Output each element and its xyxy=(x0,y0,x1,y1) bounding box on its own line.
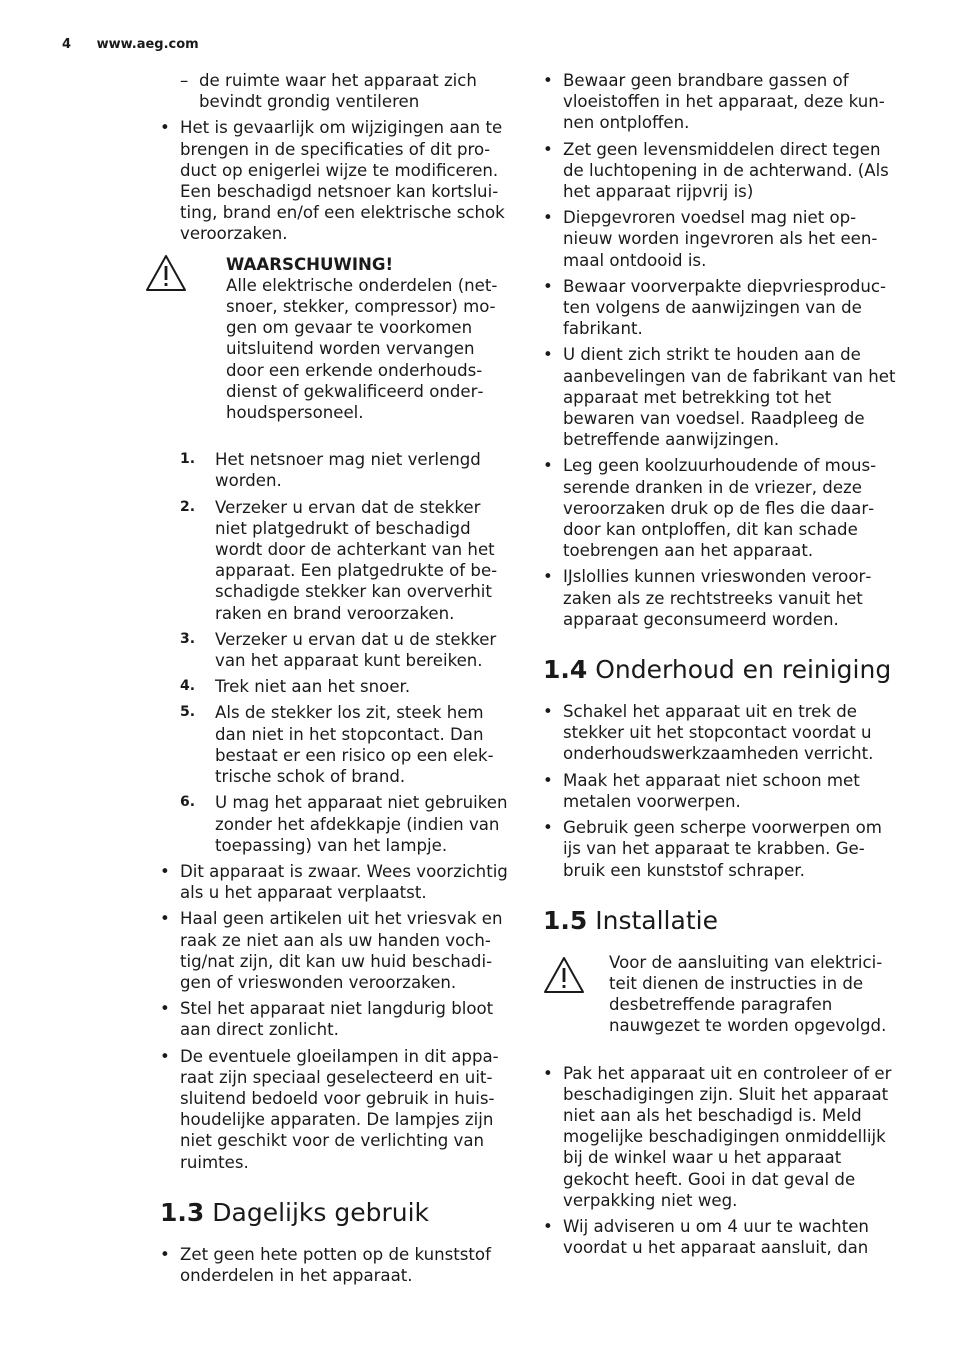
warning-text: Alle elektrische onderdelen (netsnoer, stekker, compressor) mogen om gevaar te voorkomen uitsluitend worden vervangen door een erkende onderhoudsdienst of gekwalificeerd onderhoudspersoneel. xyxy=(226,275,498,423)
list-item: • U dient zich strikt te houden aan de aanbevelingen van de fabrikant van het apparaat met betrekking tot het bewaren van voedsel. Raadpleeg de betreffende aanwijzingen. xyxy=(543,344,898,450)
numbered-list xyxy=(160,449,516,856)
page-number: 4 xyxy=(62,37,72,52)
list-item: • Stel het apparaat niet langdurig bloot aan direct zonlicht. xyxy=(160,998,516,1040)
section-heading: 1.4 Onderhoud en reiniging xyxy=(543,655,892,685)
warning-triangle-icon xyxy=(543,956,585,994)
dash-item: – de ruimte waar het apparaat zich bevindt grondig ventileren xyxy=(160,70,516,112)
list-item: • Bewaar geen brandbare gassen of vloeistoffen in het apparaat, deze kunnen ontploffen. xyxy=(543,70,898,134)
numbered-item: 2. Verzeker u ervan dat de stekker niet platgedrukt of beschadigd wordt door de achterkant van het apparaat. Een platgedrukte of beschadigde stekker kan oververhit raken en brand veroorzaken. xyxy=(180,497,498,623)
page-header xyxy=(62,37,199,52)
bullet-list xyxy=(160,1244,516,1286)
list-item: • Maak het apparaat niet schoon met metalen voorwerpen. xyxy=(543,770,898,812)
list-item: • Leg geen koolzuurhoudende of mousserende dranken in de vriezer, deze veroorzaken druk op de fles die daardoor kan ontploffen, dit kan schade toebrengen aan het apparaat. xyxy=(543,455,898,561)
warning-title: WAARSCHUWING! xyxy=(226,254,394,274)
bullet-list xyxy=(543,70,898,630)
right-column xyxy=(543,70,898,1263)
bullet-list xyxy=(543,701,898,881)
list-item: • Zet geen levensmiddelen direct tegen de luchtopening in de achterwand. (Als het apparaat rijpvrij is) xyxy=(543,139,898,203)
numbered-item: 3. Verzeker u ervan dat u de stekker van het apparaat kunt bereiken. xyxy=(180,629,497,671)
list-item: • Pak het apparaat uit en controleer of er beschadigingen zijn. Sluit het apparaat niet aan als het beschadigd is. Meld mogelijke beschadigingen onmiddellijk bij de winkel waar u het apparaat gekocht heeft. Gooi in dat geval de verpakking niet weg. xyxy=(543,1063,898,1211)
bullet-list xyxy=(160,117,516,244)
list-item: • Wij adviseren u om 4 uur te wachten voordat u het apparaat aansluit, dan xyxy=(543,1216,898,1258)
list-item: • Diepgevroren voedsel mag niet opnieuw worden ingevroren als het eenmaal ontdooid is. xyxy=(543,207,898,271)
list-item: • Gebruik geen scherpe voorwerpen om ijs van het apparaat te krabben. Gebruik een kunststof schraper. xyxy=(543,817,898,881)
list-item: • Haal geen artikelen uit het vriesvak en raak ze niet aan als uw handen vochtig/nat zijn, dit kan uw huid beschadigen of vrieswonden veroorzaken. xyxy=(160,908,516,993)
section-heading: 1.3 Dagelijks gebruik xyxy=(160,1197,430,1227)
site-url: www.aeg.com xyxy=(96,37,199,52)
list-item: • Dit apparaat is zwaar. Wees voorzichtig als u het apparaat verplaatst. xyxy=(160,861,516,903)
warning-box xyxy=(160,254,516,424)
numbered-item: 5. Als de stekker los zit, steek hem dan niet in het stopcontact. Dan bestaat er een risico op een elektrische schok of brand. xyxy=(180,703,494,787)
section-heading: 1.5 Installatie xyxy=(543,905,718,935)
list-item: • Bewaar voorverpakte diepvriesproducten volgens de aanwijzingen van de fabrikant. xyxy=(543,276,898,340)
bullet-list xyxy=(543,1063,898,1259)
left-column xyxy=(160,70,516,1291)
list-item: • Het is gevaarlijk om wijzigingen aan te brengen in de specificaties of dit product op enigerlei wijze te modificeren. Een beschadigd netsnoer kan kortsluiting, brand en/of een elektrische schok veroorzaken. xyxy=(160,117,516,244)
numbered-item: 1. Het netsnoer mag niet verlengd worden. xyxy=(180,450,481,491)
numbered-item: 6. U mag het apparaat niet gebruiken zonder het afdekkapje (indien van toepassing) van het lampje. xyxy=(180,793,508,855)
numbered-item: 4. Trek niet aan het snoer. xyxy=(180,677,411,697)
warning-box xyxy=(543,952,898,1037)
bullet-list xyxy=(160,861,516,1173)
warning-text: Voor de aansluiting van elektriciteit dienen de instructies in de desbetreffende paragrafen nauwgezet te worden opgevolgd. xyxy=(609,952,887,1036)
list-item: • Zet geen hete potten op de kunststof onderdelen in het apparaat. xyxy=(160,1244,516,1286)
warning-triangle-icon xyxy=(145,254,187,292)
list-item: • De eventuele gloeilampen in dit apparaat zijn speciaal geselecteerd en uitsluitend bedoeld voor gebruik in huishoudelijke apparaten. De lampjes zijn niet geschikt voor de verlichting van ruimtes. xyxy=(160,1046,516,1173)
list-item: • IJslollies kunnen vrieswonden veroorzaken als ze rechtstreeks vanuit het apparaat geconsumeerd worden. xyxy=(543,566,898,630)
list-item: • Schakel het apparaat uit en trek de stekker uit het stopcontact voordat u onderhoudswerkzaamheden verricht. xyxy=(543,701,898,765)
